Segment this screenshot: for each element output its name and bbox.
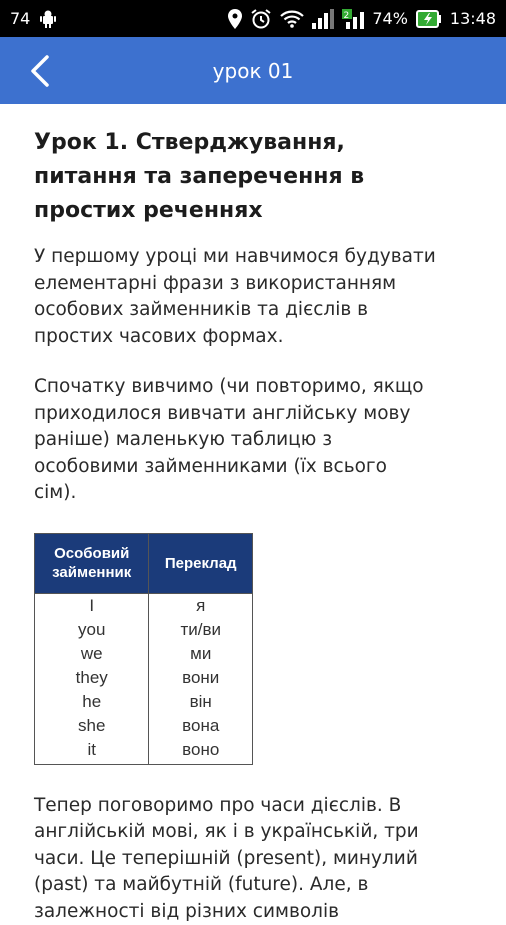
- pronoun-table: [34, 533, 253, 765]
- table-row: [35, 642, 253, 666]
- pronoun-cell: I: [35, 593, 149, 618]
- pronouns-intro-paragraph: [34, 374, 474, 507]
- column-header-pronoun: Особовий займенник: [35, 533, 149, 593]
- lesson-title-line: питання та заперечення в: [34, 164, 364, 189]
- translation-cell: воно: [149, 738, 253, 765]
- notification-count: 74: [10, 9, 30, 28]
- text-line: особовими займенниками (їх всього: [34, 456, 387, 477]
- text-line: англійській мові, як і в українській, три: [34, 821, 419, 842]
- wifi-icon: [280, 10, 304, 28]
- table-row: [35, 593, 253, 618]
- back-button[interactable]: [22, 53, 58, 89]
- text-line: часи. Це теперішній (present), минулий: [34, 848, 418, 869]
- android-icon: [40, 10, 56, 28]
- clock: 13:48: [450, 9, 496, 28]
- chevron-left-icon: [29, 54, 51, 88]
- lesson-title: [34, 126, 474, 228]
- table-row: [35, 690, 253, 714]
- translation-cell: він: [149, 690, 253, 714]
- table-row: [35, 714, 253, 738]
- text-line: сім).: [34, 482, 76, 503]
- translation-cell: вона: [149, 714, 253, 738]
- text-line: особових займенників та дієслів в: [34, 299, 368, 320]
- text-line: У першому уроці ми навчимося будувати: [34, 246, 436, 267]
- translation-cell: я: [149, 593, 253, 618]
- intro-paragraph: [34, 244, 474, 350]
- battery-charging-icon: [416, 10, 442, 28]
- app-bar-title: урок 01: [213, 59, 294, 83]
- signal-icon: [312, 9, 334, 29]
- text-line: простих часових формах.: [34, 326, 283, 347]
- pronoun-cell: you: [35, 618, 149, 642]
- tenses-paragraph: [34, 793, 474, 925]
- pronoun-cell: it: [35, 738, 149, 765]
- pronoun-cell: we: [35, 642, 149, 666]
- svg-text:2: 2: [344, 11, 350, 21]
- text-line: раніше) маленькую таблицю з: [34, 429, 332, 450]
- pronoun-cell: he: [35, 690, 149, 714]
- column-header-translation: Переклад: [149, 533, 253, 593]
- text-line: приходилося вивчати англійську мову: [34, 403, 410, 424]
- lesson-title-line: Урок 1. Стверджування,: [34, 130, 345, 155]
- lesson-content[interactable]: [34, 104, 474, 900]
- lesson-title-line: простих реченнях: [34, 198, 263, 223]
- text-line: (past) та майбутній (future). Але, в: [34, 874, 368, 895]
- translation-cell: ми: [149, 642, 253, 666]
- battery-percent: 74%: [372, 9, 408, 28]
- data-icon: [342, 9, 364, 29]
- app-bar: [0, 37, 506, 104]
- translation-cell: ти/ви: [149, 618, 253, 642]
- text-line: елементарні фрази з використанням: [34, 273, 396, 294]
- table-header-row: [35, 533, 253, 593]
- location-icon: [228, 9, 242, 29]
- table-row: [35, 666, 253, 690]
- table-row: [35, 738, 253, 765]
- text-line: залежності від різних символів: [34, 901, 339, 922]
- translation-cell: вони: [149, 666, 253, 690]
- table-row: [35, 618, 253, 642]
- text-line: Спочатку вивчимо (чи повторимо, якщо: [34, 376, 424, 397]
- pronoun-cell: she: [35, 714, 149, 738]
- alarm-icon: [250, 9, 272, 29]
- status-bar: [0, 0, 506, 37]
- pronoun-cell: they: [35, 666, 149, 690]
- text-line: Тепер поговоримо про часи дієслів. В: [34, 795, 401, 816]
